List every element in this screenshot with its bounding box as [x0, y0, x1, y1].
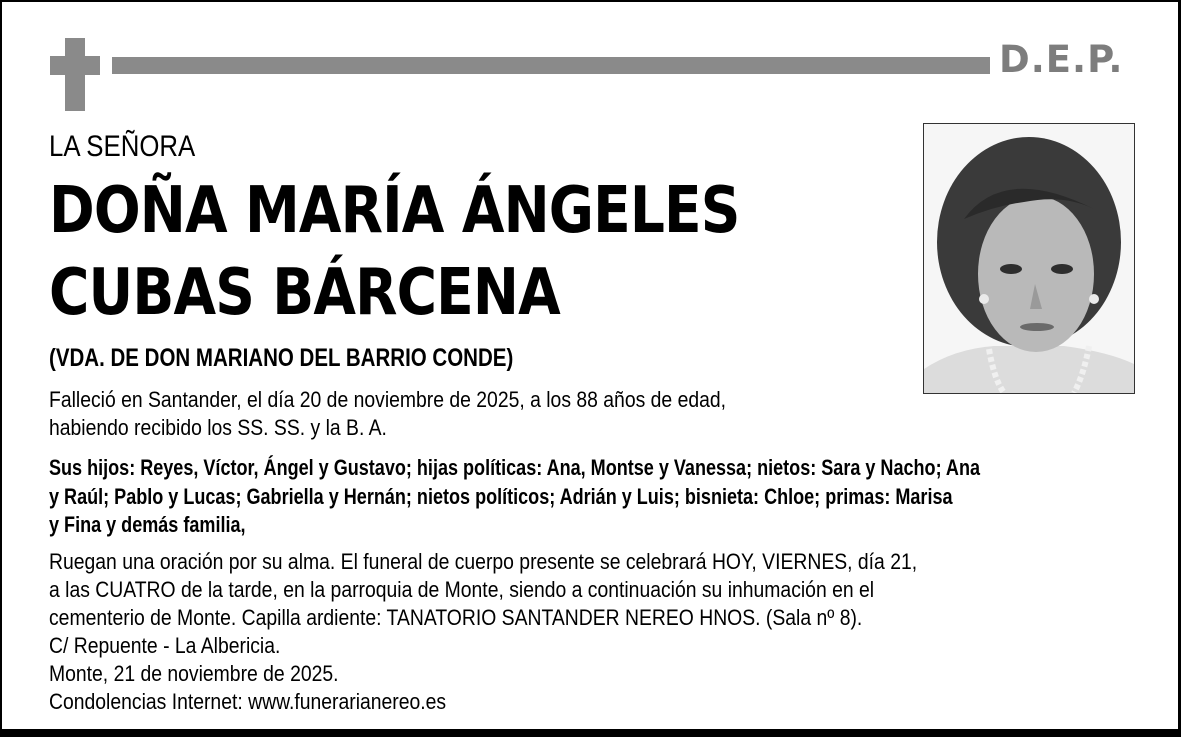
portrait-image [924, 124, 1134, 393]
cross-icon-horizontal [50, 56, 100, 75]
funeral-line: Ruegan una oración por su alma. El funeral de cuerpo presente se celebrará HOY, VIERNES, día 21, [49, 549, 918, 574]
deceased-name-line2: CUBAS BÁRCENA [49, 256, 560, 330]
widow-of: (VDA. DE DON MARIANO DEL BARRIO CONDE) [49, 344, 514, 372]
funeral-address: C/ Repuente - La Albericia. [49, 633, 281, 658]
header-rule [112, 57, 990, 74]
honorific: LA SEÑORA [49, 130, 196, 163]
funeral-line: cementerio de Monte. Capilla ardiente: TANATORIO SANTANDER NEREO HNOS. (Sala nº 8). [49, 605, 863, 630]
condolences-website: Condolencias Internet: www.funerarianereo.es [49, 689, 447, 714]
family-line: y Raúl; Pablo y Lucas; Gabriella y Hernán; nietos políticos; Adrián y Luis; bisnieta: Chloe; primas: Marisa [49, 483, 953, 509]
dep-label: D.E.P. [999, 38, 1124, 81]
funeral-date: Monte, 21 de noviembre de 2025. [49, 661, 339, 686]
family-line: y Fina y demás familia, [49, 512, 246, 537]
funeral-line: a las CUATRO de la tarde, en la parroquia de Monte, siendo a continuación su inhumación en el [49, 577, 875, 602]
death-notice [49, 386, 726, 442]
deceased-name-line1: DOÑA MARÍA ÁNGELES [49, 174, 740, 248]
death-notice-line: habiendo recibido los SS. SS. y la B. A. [49, 415, 387, 440]
death-notice-line: Falleció en Santander, el día 20 de noviembre de 2025, a los 88 años de edad, [49, 387, 727, 412]
family-list [49, 454, 980, 540]
funeral-details [49, 548, 917, 716]
portrait-photo [923, 123, 1135, 394]
family-line: Sus hijos: Reyes, Víctor, Ángel y Gustavo; hijas políticas: Ana, Montse y Vanessa; nietos: Sara y Nacho; Ana [49, 455, 981, 480]
